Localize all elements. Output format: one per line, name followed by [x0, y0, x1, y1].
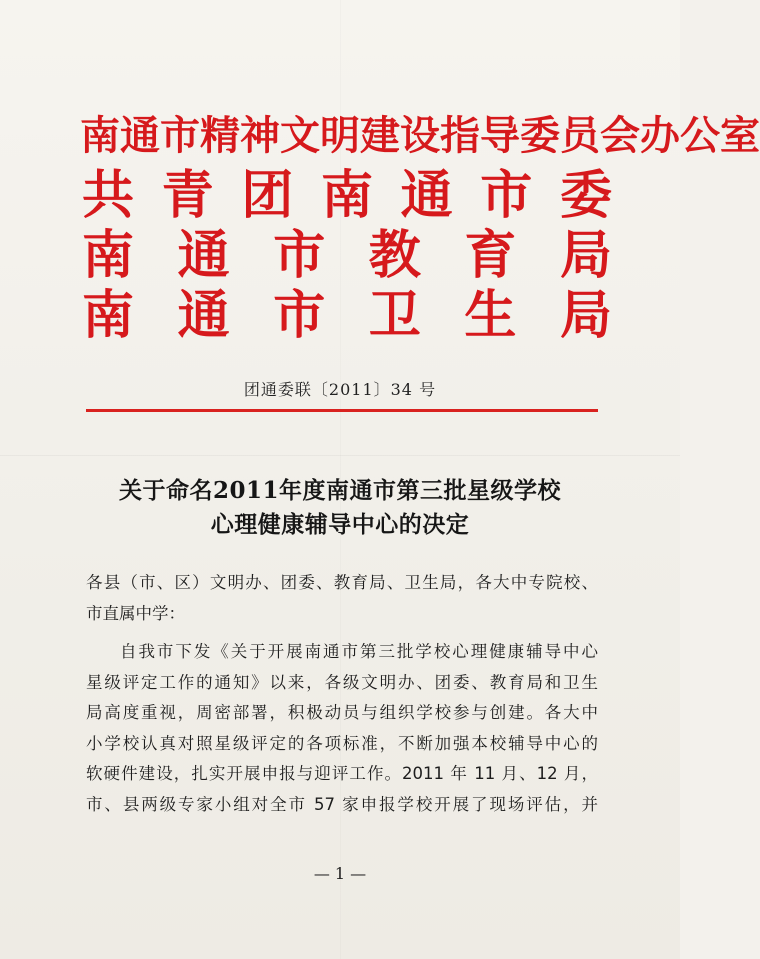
agency-char: 委: [559, 165, 612, 226]
document-title-line-2: 心理健康辅导中心的决定: [210, 511, 470, 538]
agency-char: 通: [177, 225, 230, 286]
agency-char: 教: [368, 225, 421, 286]
salutation-line: 市直属中学：: [86, 603, 185, 623]
paragraph-line: 局高度重视，周密部署，积极动员与组织学校参与创建。各大中: [86, 703, 598, 722]
paragraph-line: 星级评定工作的通知》以来，各级文明办、团委、教育局和卫生: [86, 672, 598, 692]
agency-civilization-office: 南通市精神文明建设指导委员会办公室: [80, 112, 760, 159]
agency-char: 卫: [368, 285, 421, 346]
agency-char: 团: [241, 165, 294, 226]
document-title-line-1: 关于命名2011年度南通市第三批星级学校: [118, 477, 561, 504]
agency-health-bureau: [82, 286, 612, 346]
agency-char: 共: [82, 165, 135, 226]
agency-char: 生: [464, 285, 517, 346]
agency-char: 南: [320, 165, 373, 226]
paragraph-line: 小学校认真对照星级评定的各项标准，不断加强本校辅导中心的: [86, 733, 598, 753]
agency-char: 育: [464, 225, 517, 286]
paragraph-line: 市、县两级专家小组对全市 57 家申报学校开展了现场评估，并: [86, 794, 598, 814]
document-number: 团通委联〔2011〕34 号: [243, 380, 437, 399]
red-separator-line: [86, 409, 598, 412]
agency-char: 南: [82, 285, 135, 346]
agency-char: 局: [559, 225, 612, 286]
salutation-line: 各县（市、区）文明办、团委、教育局、卫生局，各大中专院校、: [86, 573, 598, 592]
agency-char: 通: [177, 285, 230, 346]
agency-char: 局: [559, 285, 612, 346]
paragraph-line: 自我市下发《关于开展南通市第三批学校心理健康辅导中心: [120, 642, 598, 661]
paragraph-line: 软硬件建设，扎实开展申报与迎评工作。2011 年 11 月、12 月，: [86, 764, 598, 783]
agency-char: 南: [82, 225, 135, 286]
agency-char: 市: [273, 285, 326, 346]
issuing-agencies-header: [80, 106, 760, 346]
agency-char: 市: [480, 165, 533, 226]
agency-education-bureau: [82, 226, 612, 286]
agency-char: 通: [400, 165, 453, 226]
agency-youth-league: [82, 166, 612, 226]
agency-char: 青: [161, 165, 214, 226]
agency-char: 市: [273, 225, 326, 286]
salutation: [86, 568, 598, 629]
body-paragraph: [86, 637, 598, 820]
page-number: — 1 —: [313, 864, 367, 883]
